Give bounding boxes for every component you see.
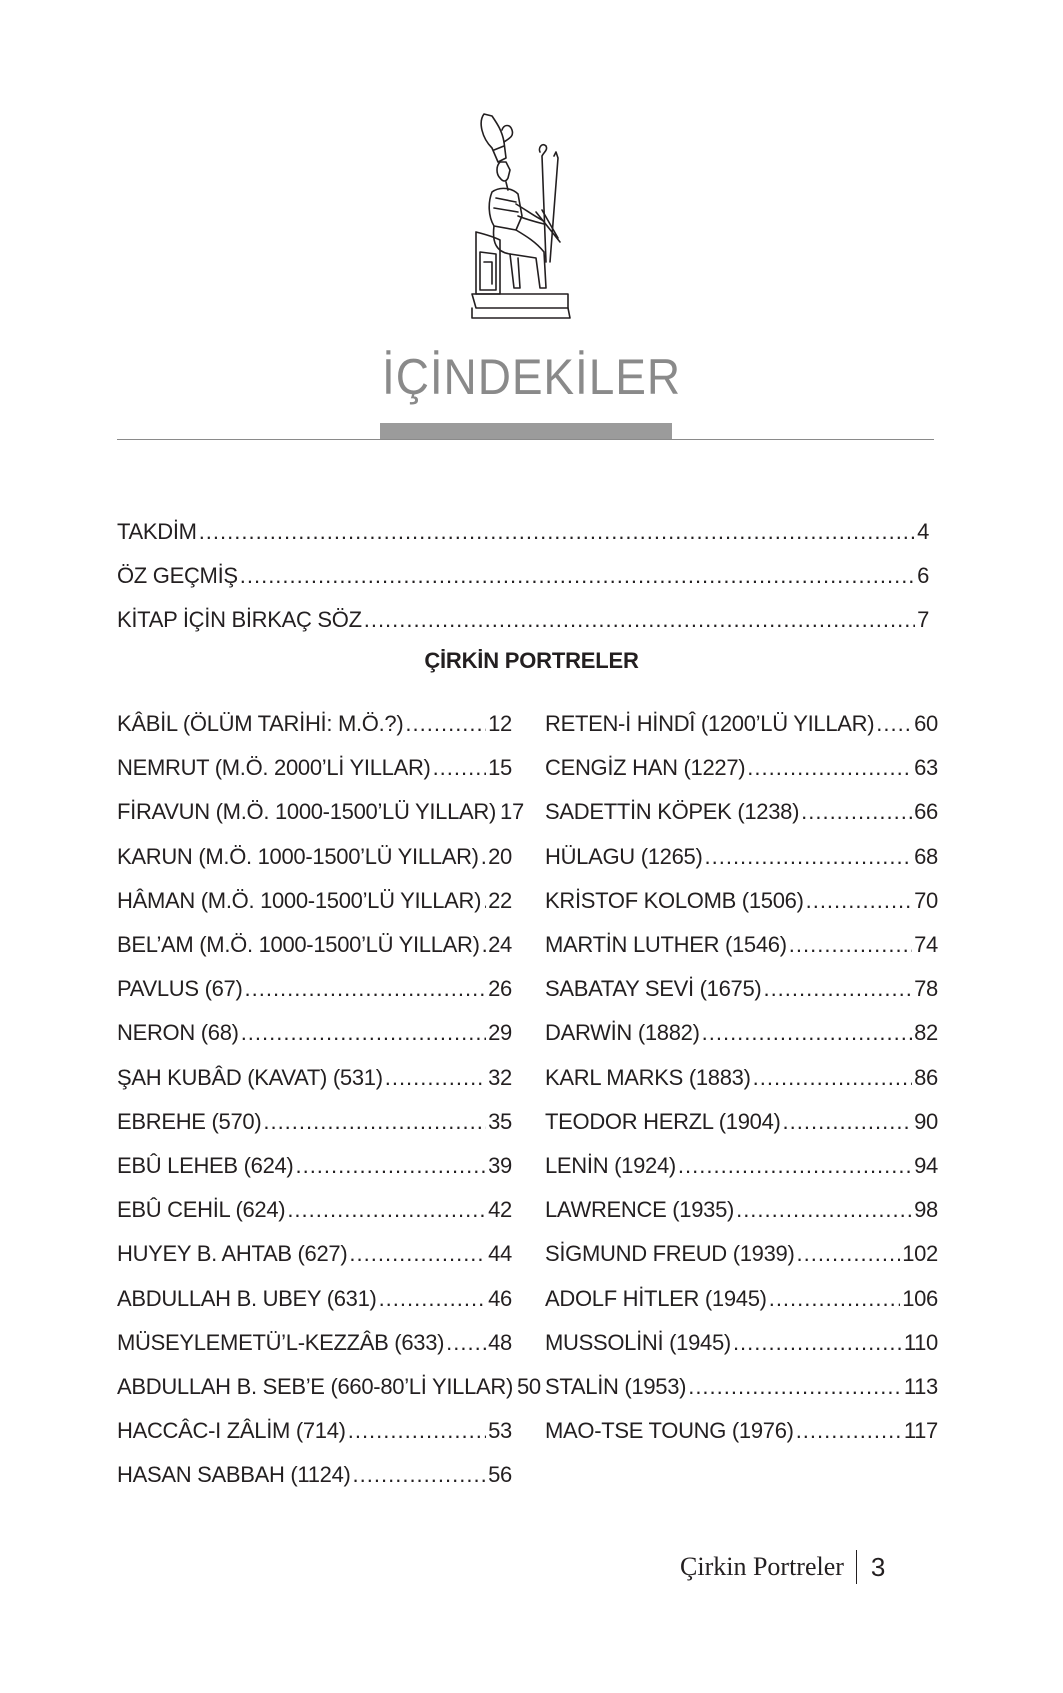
toc-entry-page: 102: [902, 1241, 938, 1267]
toc-entry-label: HACCÂC-I ZÂLİM (714): [117, 1418, 346, 1444]
toc-entry-page: 20: [488, 843, 512, 869]
leader-dots: [801, 798, 912, 826]
toc-entry[interactable]: [545, 710, 938, 738]
toc-entry-page: 74: [914, 932, 938, 957]
toc-entry-page: 15: [488, 755, 512, 781]
toc-entry-label: ŞAH KUBÂD (KAVAT) (531): [117, 1064, 383, 1090]
footer-separator: [856, 1550, 857, 1584]
toc-entry[interactable]: [545, 1373, 938, 1401]
toc-entry[interactable]: [117, 518, 929, 546]
leader-dots: [405, 710, 486, 738]
title-underline-bar: [380, 423, 672, 439]
toc-entry-page: 50: [517, 1374, 541, 1399]
toc-entry[interactable]: [117, 931, 512, 959]
toc-entry[interactable]: [545, 1417, 938, 1445]
toc-entry-page: 82: [914, 1020, 938, 1046]
toc-entry-label: TAKDİM: [117, 519, 197, 544]
leader-dots: [769, 1285, 900, 1313]
toc-entry[interactable]: [117, 1108, 512, 1136]
toc-entry[interactable]: [117, 1285, 512, 1313]
toc-entry[interactable]: [545, 1240, 938, 1268]
toc-entry[interactable]: [545, 1329, 938, 1357]
toc-entry-label: HUYEY B. AHTAB (627): [117, 1241, 348, 1267]
toc-entry-label: MAO-TSE TOUNG (1976): [545, 1418, 794, 1444]
page-title: İÇİNDEKİLER: [382, 349, 681, 405]
toc-entry-label: KARL MARKS (1883): [545, 1064, 751, 1090]
toc-entry-page: 106: [902, 1285, 938, 1311]
toc-entry-label: KARUN (M.Ö. 1000-1500’LÜ YILLAR): [117, 843, 479, 869]
leader-dots: [287, 1196, 486, 1224]
toc-entry-page: 94: [914, 1153, 938, 1178]
toc-entry-page: 60: [914, 711, 938, 736]
toc-entry-label: SABATAY SEVİ (1675): [545, 976, 762, 1002]
toc-entry-page: 68: [914, 843, 938, 869]
toc-entry-label: PAVLUS (67): [117, 976, 243, 1002]
toc-entry[interactable]: [545, 1196, 938, 1224]
toc-entry[interactable]: [117, 1064, 512, 1092]
toc-entry-page: 90: [914, 1108, 938, 1134]
toc-entry-page: 26: [488, 976, 512, 1002]
toc-entry-label: HÂMAN (M.Ö. 1000-1500’LÜ YILLAR): [117, 887, 482, 913]
leader-dots: [789, 931, 912, 959]
toc-entry-label: MUSSOLİNİ (1945): [545, 1329, 731, 1355]
leader-dots: [796, 1417, 902, 1445]
toc-entry-label: LAWRENCE (1935): [545, 1197, 735, 1223]
toc-entry-label: DARWİN (1882): [545, 1020, 700, 1046]
leader-dots: [446, 1329, 486, 1357]
toc-entry-label: RETEN-İ HİNDÎ (1200’LÜ YILLAR): [545, 711, 875, 736]
toc-entry[interactable]: [117, 1019, 512, 1047]
toc-entry-page: 78: [914, 976, 938, 1002]
toc-entry-label: ÖZ GEÇMİŞ: [117, 563, 238, 588]
toc-entry-label: HASAN SABBAH (1124): [117, 1462, 351, 1488]
toc-entry-label: KÂBİL (ÖLÜM TARİHİ: M.Ö.?): [117, 711, 404, 736]
toc-entry-label: ABDULLAH B. SEB’E (660-80’Lİ YILLAR): [117, 1374, 513, 1399]
leader-dots: [705, 843, 913, 871]
toc-entry-page: 56: [488, 1462, 512, 1488]
toc-entry-label: ABDULLAH B. UBEY (631): [117, 1285, 377, 1311]
toc-entry-page: 46: [488, 1285, 512, 1311]
toc-entry-label: MARTİN LUTHER (1546): [545, 932, 787, 957]
toc-entry-label: SİGMUND FREUD (1939): [545, 1241, 795, 1267]
toc-entry-page: 22: [488, 887, 512, 913]
toc-entry[interactable]: [117, 798, 524, 826]
toc-entry-label: STALİN (1953): [545, 1374, 687, 1399]
leader-dots: [688, 1373, 902, 1401]
toc-entry-label: LENİN (1924): [545, 1153, 676, 1178]
toc-entry[interactable]: [545, 754, 938, 782]
toc-entry[interactable]: [545, 931, 938, 959]
footer-page-number: 3: [870, 1551, 886, 1582]
leader-dots: [263, 1108, 486, 1136]
leader-dots: [483, 887, 486, 915]
toc-entry-label: SADETTİN KÖPEK (1238): [545, 799, 800, 825]
leader-dots: [245, 975, 487, 1003]
leader-dots: [678, 1152, 912, 1180]
pharaoh-figure-illustration: [470, 112, 580, 327]
toc-entry-page: 113: [903, 1374, 938, 1399]
toc-entry[interactable]: [545, 798, 938, 826]
toc-entry-label: HÜLAGU (1265): [545, 843, 703, 869]
toc-entry-page: 7: [917, 607, 929, 632]
toc-entry-page: 117: [903, 1418, 938, 1444]
toc-entry[interactable]: [545, 1019, 938, 1047]
toc-entry-label: NEMRUT (M.Ö. 2000’Lİ YILLAR): [117, 755, 431, 781]
toc-entry-label: EBÛ CEHİL (624): [117, 1197, 286, 1223]
leader-dots: [481, 843, 486, 871]
toc-entry[interactable]: [117, 1152, 512, 1180]
title-rule-line: [117, 439, 934, 440]
toc-entry[interactable]: [117, 606, 929, 634]
toc-entry-page: 98: [914, 1197, 938, 1223]
toc-entry-page: 66: [914, 799, 938, 825]
leader-dots: [353, 1461, 487, 1489]
toc-entry-page: 35: [488, 1108, 512, 1134]
toc-entry-label: EBÛ LEHEB (624): [117, 1153, 294, 1178]
toc-entry[interactable]: [117, 975, 512, 1003]
leader-dots: [763, 975, 912, 1003]
toc-entry-page: 12: [488, 711, 512, 736]
toc-entry-label: TEODOR HERZL (1904): [545, 1108, 781, 1134]
toc-entry-label: NERON (68): [117, 1020, 239, 1046]
leader-dots: [433, 754, 487, 782]
toc-entry-page: 44: [488, 1241, 512, 1267]
toc-entry[interactable]: [117, 562, 929, 590]
toc-entry-page: 39: [488, 1153, 512, 1178]
leader-dots: [348, 1417, 486, 1445]
toc-entry[interactable]: [545, 1152, 938, 1180]
toc-entry-label: FİRAVUN (M.Ö. 1000-1500’LÜ YILLAR): [117, 799, 497, 825]
toc-entry-page: 42: [488, 1197, 512, 1223]
toc-entry[interactable]: [117, 754, 512, 782]
leader-dots: [876, 710, 912, 738]
leader-dots: [806, 887, 913, 915]
leader-dots: [753, 1064, 913, 1092]
toc-entry-label: KRİSTOF KOLOMB (1506): [545, 887, 804, 913]
toc-entry-page: 6: [917, 563, 929, 588]
toc-entry-page: 70: [914, 887, 938, 913]
toc-entry-label: ADOLF HİTLER (1945): [545, 1285, 767, 1311]
toc-entry[interactable]: [117, 1461, 512, 1489]
toc-entry[interactable]: [117, 710, 512, 738]
toc-entry-label: MÜSEYLEMETÜ’L-KEZZÂB (633): [117, 1329, 445, 1355]
toc-entry-page: 53: [488, 1418, 512, 1444]
leader-dots: [385, 1064, 486, 1092]
leader-dots: [736, 1196, 912, 1224]
toc-entry-page: 24: [488, 932, 512, 957]
toc-entry[interactable]: [117, 1240, 512, 1268]
leader-dots: [783, 1108, 913, 1136]
leader-dots: [199, 518, 915, 546]
toc-entry-label: KİTAP İÇİN BİRKAÇ SÖZ: [117, 607, 362, 632]
page-footer: [680, 1547, 885, 1587]
toc-entry-label: BEL’AM (M.Ö. 1000-1500’LÜ YILLAR): [117, 932, 480, 957]
toc-entry[interactable]: [545, 1108, 938, 1136]
footer-book-title: Çirkin Portreler: [680, 1552, 844, 1581]
leader-dots: [240, 562, 915, 590]
toc-entry[interactable]: [117, 1196, 512, 1224]
toc-entry[interactable]: [545, 975, 938, 1003]
toc-entry[interactable]: [545, 1064, 938, 1092]
leader-dots: [747, 754, 912, 782]
toc-entry-page: 4: [917, 519, 929, 544]
toc-entry-page: 17: [500, 799, 524, 825]
leader-dots: [241, 1019, 486, 1047]
leader-dots: [379, 1285, 487, 1313]
toc-entry-label: EBREHE (570): [117, 1108, 262, 1134]
leader-dots: [796, 1240, 900, 1268]
toc-entry[interactable]: [545, 1285, 938, 1313]
toc-entry-page: 63: [914, 755, 938, 781]
leader-dots: [733, 1329, 902, 1357]
leader-dots: [482, 931, 486, 959]
toc-entry-page: 32: [488, 1064, 512, 1090]
leader-dots: [349, 1240, 486, 1268]
section-heading: ÇİRKİN PORTRELER: [424, 648, 639, 673]
toc-entry[interactable]: [117, 1417, 512, 1445]
toc-entry[interactable]: [117, 1329, 512, 1357]
toc-entry[interactable]: [117, 1373, 541, 1401]
toc-entry[interactable]: [545, 843, 938, 871]
toc-entry[interactable]: [117, 887, 512, 915]
leader-dots: [702, 1019, 913, 1047]
leader-dots: [295, 1152, 486, 1180]
toc-entry-page: 29: [488, 1020, 512, 1046]
toc-entry[interactable]: [545, 887, 938, 915]
toc-entry-page: 48: [488, 1329, 512, 1355]
toc-entry[interactable]: [117, 843, 512, 871]
leader-dots: [364, 606, 915, 634]
toc-entry-page: 86: [914, 1064, 938, 1090]
toc-entry-label: CENGİZ HAN (1227): [545, 755, 746, 781]
toc-entry-page: 110: [903, 1329, 938, 1355]
